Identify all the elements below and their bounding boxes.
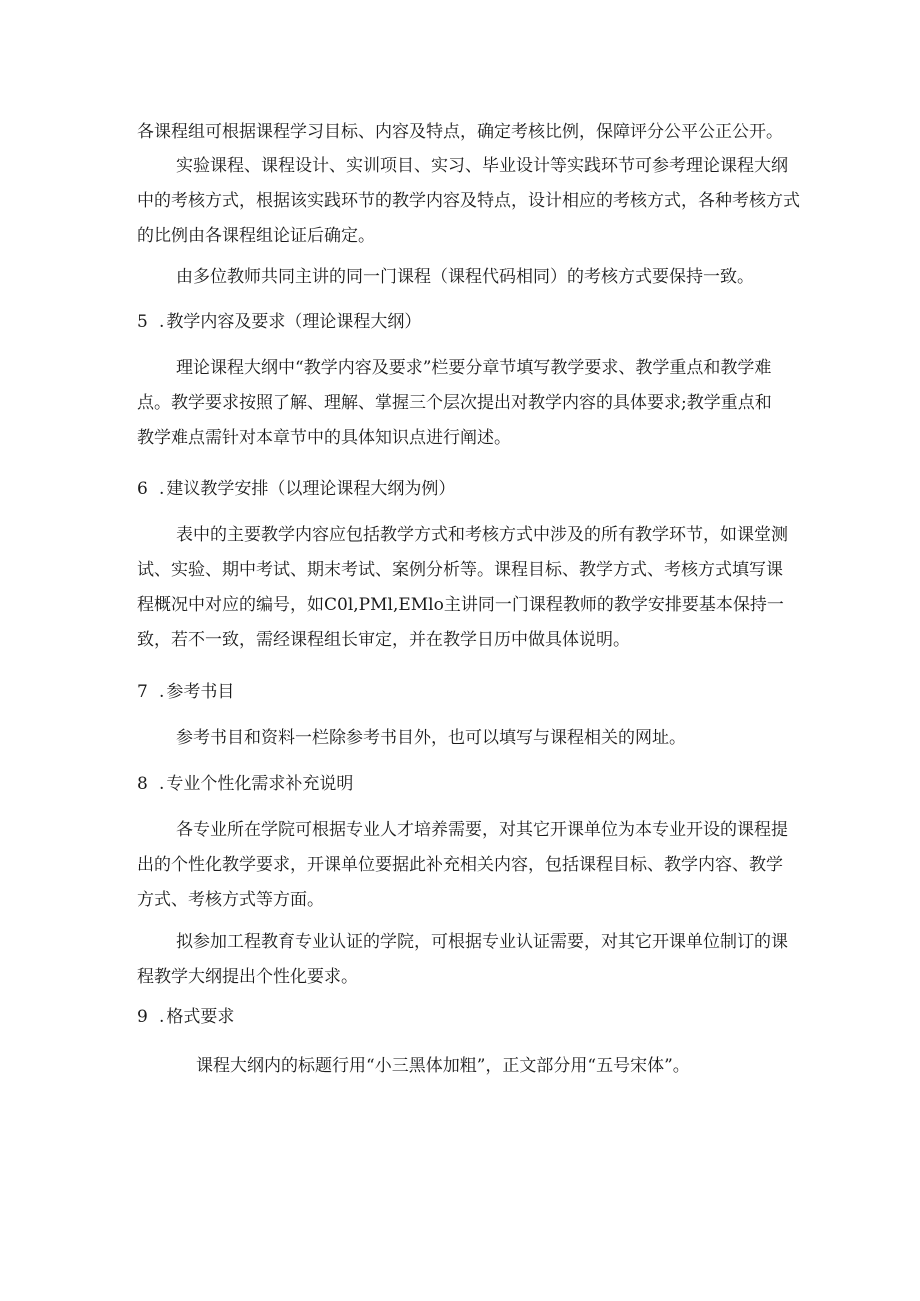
section-number: 8 — [137, 774, 148, 794]
section-number: 5 — [137, 312, 148, 332]
paragraph-line: 拟参加工程教育专业认证的学院，可根据专业认证需要，对其它开课单位制订的课 — [176, 932, 788, 952]
section-number: 9 — [137, 1007, 148, 1027]
paragraph-line: 点。教学要求按照了解、理解、掌握三个层次提出对教学内容的具体要求;教学重点和 — [137, 393, 772, 413]
section-dot: . — [159, 479, 165, 499]
paragraph-line: 出的个性化教学要求，开课单位要据此补充相关内容，包括课程目标、教学内容、教学 — [137, 855, 783, 875]
paragraph-line: 中的考核方式，根据该实践环节的教学内容及特点，设计相应的考核方式，各种考核方式 — [137, 191, 800, 211]
section-title: 建议教学安排（以理论课程大纲为例） — [166, 479, 456, 499]
paragraph-line: 表中的主要教学内容应包括教学方式和考核方式中涉及的所有教学环节，如课堂测 — [176, 525, 788, 545]
section-heading — [137, 1002, 234, 1027]
paragraph-line: 各专业所在学院可根据专业人才培养需要，对其它开课单位为本专业开设的课程提 — [176, 820, 788, 840]
paragraph-line: 致，若不一致，需经课程组长审定，并在教学日历中做具体说明。 — [137, 630, 630, 650]
section-title: 格式要求 — [166, 1007, 235, 1027]
paragraph-line: 程概况中对应的编号，如C0l,PMl,EMlo主讲同一门课程教师的教学安排要基本保持一 — [137, 595, 784, 615]
section-title: 教学内容及要求（理论课程大纲） — [166, 312, 422, 332]
section-title: 专业个性化需求补充说明 — [166, 774, 354, 794]
section-dot: . — [159, 1007, 165, 1027]
paragraph-line: 教学难点需针对本章节中的具体知识点进行阐述。 — [137, 428, 511, 448]
paragraph-line: 的比例由各课程组论证后确定。 — [137, 226, 375, 246]
section-dot: . — [159, 312, 165, 332]
section-dot: . — [159, 682, 165, 702]
section-number: 7 — [137, 682, 148, 702]
section-title: 参考书目 — [166, 682, 235, 702]
paragraph-line: 参考书目和资料一栏除参考书目外，也可以填写与课程相关的网址。 — [176, 728, 686, 748]
paragraph-line: 理论课程大纲中“教学内容及要求”栏要分章节填写教学要求、教学重点和教学难 — [176, 358, 772, 378]
paragraph-line: 各课程组可根据课程学习目标、内容及特点，确定考核比例，保障评分公平公正公开。 — [137, 122, 783, 142]
paragraph-line: 实验课程、课程设计、实训项目、实习、毕业设计等实践环节可参考理论课程大纲 — [176, 156, 788, 176]
section-heading — [137, 307, 421, 332]
section-heading — [137, 474, 455, 499]
section-number: 6 — [137, 479, 148, 499]
section-heading — [137, 677, 234, 702]
paragraph-line: 试、实验、期中考试、期末考试、案例分析等。课程目标、教学方式、考核方式填写课 — [137, 560, 783, 580]
paragraph-line: 程教学大纲提出个性化要求。 — [137, 967, 358, 987]
paragraph-line: 由多位教师共同主讲的同一门课程（课程代码相同）的考核方式要保持一致。 — [176, 267, 754, 287]
paragraph-line: 课程大纲内的标题行用“小三黑体加粗”，正文部分用“五号宋体”。 — [196, 1056, 690, 1076]
section-heading — [137, 769, 353, 794]
section-dot: . — [159, 774, 165, 794]
paragraph-line: 方式、考核方式等方面。 — [137, 890, 324, 910]
